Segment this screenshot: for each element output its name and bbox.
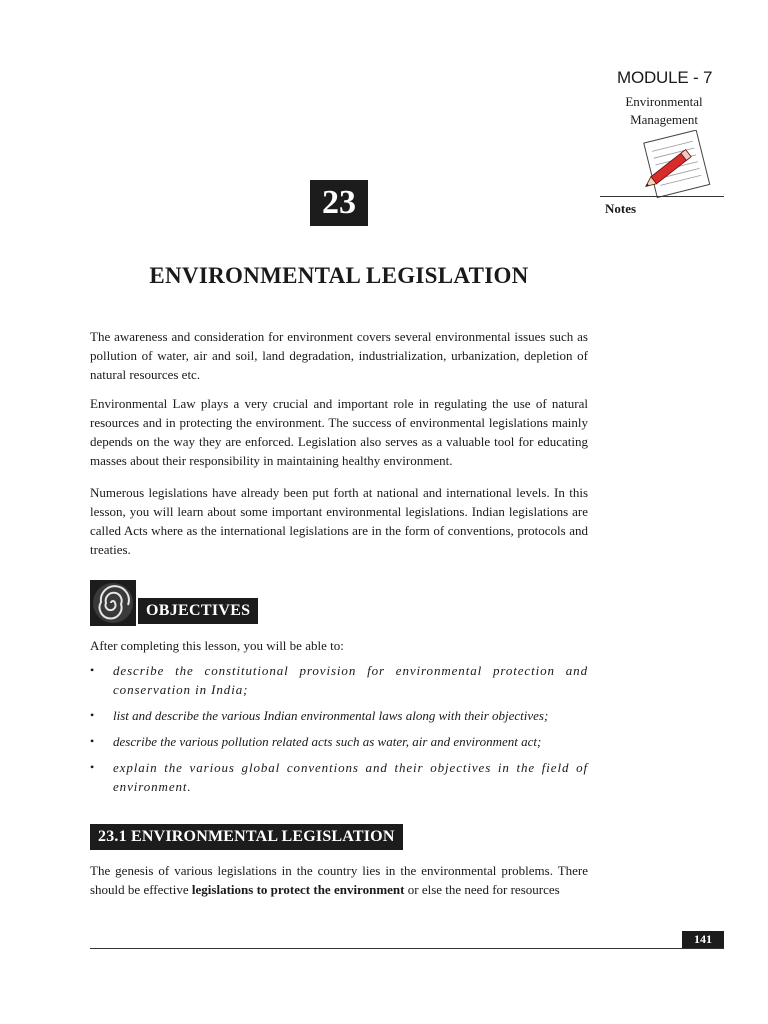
section-text-bold: legislations to protect the environment [191,882,405,897]
bullet-1: • [90,663,96,677]
intro-paragraph-2: Environmental Law plays a very crucial and important role in regulating the use of natural resources and in protecting the environment. The success of environmental legislations mainly depends on the way they are enforced. Legislation also serves as a valuable tool for educating masses about their responsibility in maintaining healthy environment. [90,396,588,468]
module-title: MODULE - 7 [617,68,713,87]
module-subtitle-line1: Environmental [625,94,703,109]
objective-text: describe the constitutional provision for environmental protection and conservation in India; [113,663,588,697]
objectives-list [90,661,588,803]
pencil-paper-icon [636,130,716,200]
section-text-before: The genesis of various legislations in the country lies in the environmental problems. There should be effective [90,863,588,897]
lesson-title: ENVIRONMENTAL LEGISLATION [149,263,529,288]
spiral-target-icon [90,580,136,626]
intro-paragraph-3: Numerous legislations have already been put forth at national and international levels. In this lesson, you will learn about some important environmental legislations. Indian legislations are called Acts where as the international legislations are in the form of conventions, protocols and treaties. [90,485,588,557]
footer-divider [90,948,724,949]
module-subtitle [604,93,724,129]
objective-item [90,661,588,699]
section-paragraph [90,861,588,899]
module-subtitle-line2: Management [630,112,698,127]
objective-item [90,732,588,751]
chapter-number: 23 [310,180,368,226]
notes-label: Notes [605,201,637,216]
objectives-intro: After completing this lesson, you will be able to: [90,638,344,653]
objectives-label: OBJECTIVES [138,598,258,624]
section-heading: 23.1 ENVIRONMENTAL LEGISLATION [90,824,403,850]
bullet-4: • [90,760,96,774]
objective-text: list and describe the various Indian environmental laws along with their objectives; [113,708,549,723]
objective-item [90,758,588,796]
section-text-after: or else the need for resources [404,882,560,897]
objective-text: explain the various global conventions and their objectives in the field of environment. [113,760,588,794]
bullet-2: • [90,708,95,722]
objective-item [90,706,588,725]
intro-paragraph-1: The awareness and consideration for environment covers several environmental issues such as pollution of water, air and soil, land degradation, industrialization, urbanization, depletion of natural resources etc. [90,329,588,382]
bullet-3: • [90,734,95,748]
page-number: 141 [682,931,724,948]
notes-divider [600,196,724,197]
objective-text: describe the various pollution related acts such as water, air and environment act; [113,734,542,749]
